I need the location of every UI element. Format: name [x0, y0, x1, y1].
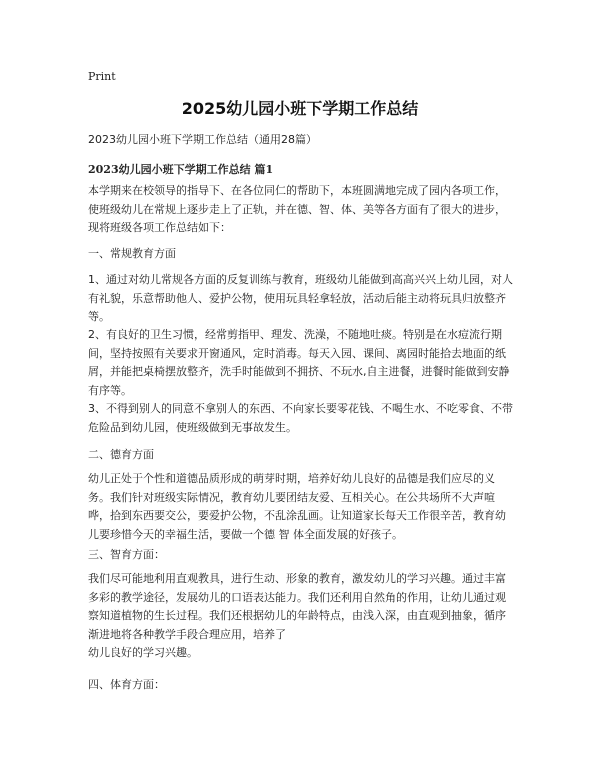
heading-routine: 一、常规教育方面 — [88, 247, 176, 260]
paragraph-intellect: 我们尽可能地利用直观教具，进行生动、形象的教育，激发幼儿的学习兴趣。通过丰富多彩的教学途径，发展幼儿的口语表达能力。我们还利用自然角的作用，让幼儿通过观察知道植物的生长过程。我们还根据幼儿的年龄特点，由浅入深，由直观到抽象，循序渐进地将各种教学手段合理应用，培养了 — [88, 572, 506, 641]
heading-moral: 二、德育方面 — [88, 448, 154, 461]
intro-paragraph: 本学期来在校领导的指导下、在各位同仁的帮助下，本班圆满地完成了园内各项工作，使班级幼儿在常规上逐步走上了正轨，并在德、智、体、美等各方面有了很大的进步，现将班级各项工作总结如下： — [88, 184, 506, 234]
paragraph-routine-1: 1、通过对幼儿常规各方面的反复训练与教育，班级幼儿能做到高高兴兴上幼儿园，对人有礼貌，乐意帮助他人、爱护公物，使用玩具轻拿轻放，活动后能主动将玩具归放整齐等。 — [88, 273, 513, 323]
paragraph-routine-2: 2、有良好的卫生习惯，经常剪指甲、理发、洗澡，不随地吐痰。特别是在水痘流行期间，坚持按照有关要求开窗通风，定时消毒。每天入园、课间、离园时能拾去地面的纸屑，并能把桌椅摆放整齐，洗手时能做到不拥挤、不玩水,自主进餐，进餐时能做到安静有序等。 — [88, 328, 510, 397]
heading-physical: 四、体育方面： — [88, 678, 165, 691]
paragraph-routine-3: 3、不得到别人的同意不拿别人的东西、不向家长要零花钱、不喝生水、不吃零食、不带危险品到幼儿园，使班级做到无事故发生。 — [88, 402, 513, 434]
document-subtitle: 2023幼儿园小班下学期工作总结（通用28篇） — [88, 133, 317, 146]
paragraph-intellect-end: 幼儿良好的学习兴趣。 — [88, 646, 198, 659]
print-link[interactable]: Print — [88, 70, 116, 83]
paragraph-moral: 幼儿正处于个性和道德品质形成的萌芽时期，培养好幼儿良好的品德是我们应尽的义务。我们针对班级实际情况，教育幼儿要团结友爱、互相关心。在公共场所不大声喧哗，拾到东西要交公，要爱护公物，不乱涂乱画。让知道家长每天工作很辛苦，教育幼儿要珍惜今天的幸福生活，要做一个德 智 体全面发展的好孩子。 — [88, 472, 506, 541]
page-title: 2025幼儿园小班下学期工作总结 — [181, 99, 419, 118]
section-title: 2023幼儿园小班下学期工作总结 篇1 — [88, 163, 274, 176]
heading-intellect: 三、智育方面： — [88, 548, 165, 561]
